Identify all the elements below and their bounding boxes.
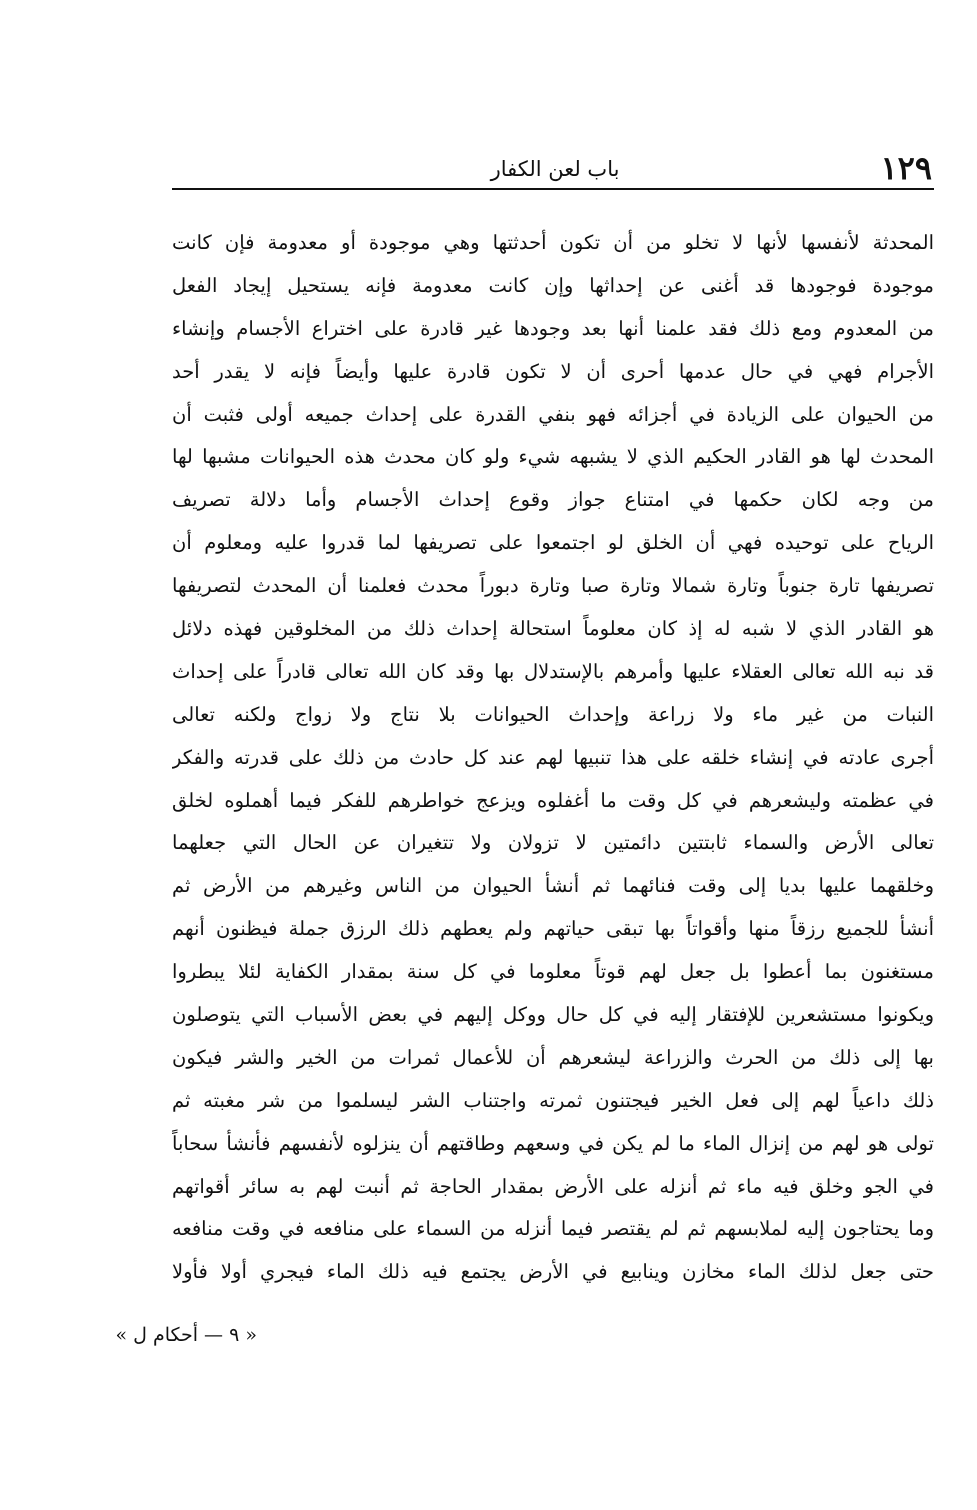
page-header: [178, 148, 932, 188]
text-line: حتى جعل لذلك الماء مخازن وينابيع في الأرض يجتمع فيه ذلك الماء فيجري أولا فأولا: [172, 1260, 934, 1284]
text-line: الرياح على توحيده فهي أن الخلق لو اجتمعوا على تصريفها لما قدروا عليه ومعلوم أن: [172, 531, 934, 555]
text-line: وما يحتاجون إليه لملابسهم ثم لم يقتصر فيما أنزله من السماء على منافعه في وقت منافعه: [172, 1217, 934, 1241]
text-line: المحدثة لأنفسها لأنها لا تخلو من أن تكون أحدثتها وهي موجودة أو معدومة فإن كانت: [172, 231, 934, 254]
text-line: ذلك داعياً لهم إلى فعل الخير فيجتنون ثمرته واجتناب الشر ليسلموا من شر مغبته ثم: [172, 1088, 934, 1112]
text-line: النبات من غير ماء ولا زراعة وإحداث الحيوانات بلا نتاج ولا زواج ولكنه تعالى: [172, 702, 934, 726]
text-line: من المعدوم ومع ذلك فقد علمنا أنها بعد وجودها غير قادرة على اختراع الأجسام وإنشاء: [172, 316, 934, 340]
page-number: ١٢٩: [880, 149, 932, 187]
text-line: من وجه لكان حكمها في امتناع جواز وقوع إحداث الأجسام وأما دلالة تصريف: [172, 488, 934, 512]
running-title: باب لعن الكفار: [490, 157, 620, 181]
text-line: أجرى عادته في إنشاء خلقه على هذا تنبيها لهم عند كل حادث من ذلك على قدرته والفكر: [172, 745, 934, 769]
text-line: تعالى الأرض والسماء ثابتتين دائمتين لا تزولان ولا تتغيران عن الحال التي جعلهما: [172, 831, 934, 855]
text-line: قد نبه الله تعالى العقلاء عليها وأمرهم بالإستدلال بها وقد كان الله تعالى قادراً على إحداث: [172, 659, 934, 683]
text-line: الأجرام فهي في حال عدمها أحرى أن لا تكون قادرة عليها وأيضاً فإنه لا يقدر أحد: [172, 359, 934, 383]
text-line: موجودة فوجودها قد أغنى عن إحداثها وإن كانت معدومة فإنه يستحيل إيجاد الفعل: [172, 273, 934, 297]
text-line: في عظمته وليشعرهم في كل وقت ما أغفلوه ويزعج خواطرهم للفكر فيما أهملوه لخلق: [172, 788, 934, 812]
signature-mark: « ٩ — أحكام ل »: [115, 1324, 257, 1346]
header-rule: [172, 188, 934, 190]
text-line: ويكونوا مستشعرين للإفتقار إليه في كل حال ووكل إليهم في بعض الأسباب التي يتوصلون: [172, 1003, 934, 1027]
text-line: هو القادر الذي لا شبه له إذ كان معلوماً استحالة إحداث ذلك من المخلوقين فهذه دلائل: [172, 617, 934, 641]
text-line: تصريفها تارة جنوباً وتارة شمالا وتارة صبا وتارة دبوراً محدث فعلمنا أن المحدث لتصريفها: [172, 574, 934, 598]
text-line: بها إلى ذلك من الحرث والزراعة ليشعرهم أن للأعمال ثمرات من الخير والشر فيكون: [172, 1045, 934, 1069]
text-line: مستغنون بما أعطوا بل جعل لهم قوتاً معلوما في كل سنة بمقدار الكفاية لئلا يبطروا: [172, 960, 934, 984]
text-line: في الجو وخلق فيه ماء ثم أنزله على الأرض بمقدار الحاجة ثم أنبت لهم به سائر أقواتهم: [172, 1174, 934, 1198]
body-text: [172, 222, 934, 1294]
text-line: أنشأ للجميع رزقاً منها وأقواتاً بها تبقى حياتهم ولم يعطهم ذلك الرزق جملة فيظنون أنهم: [172, 917, 934, 941]
text-line: وخلقهما عليها بديا إلى وقت فنائهما ثم أنشأ الحيوان من الناس وغيرهم من الأرض ثم: [172, 874, 934, 898]
text-line: تولى هو لهم من إنزال الماء ما لم يكن في وسعهم وطاقتهم أن ينزلوه لأنفسهم فأنشأ سحاباً: [172, 1131, 934, 1155]
text-line: المحدث لها هو القادر الحكيم الذي لا يشبهه شيء ولو كان محدث هذه الحيوانات مشبها لها: [172, 445, 934, 469]
text-line: من الحيوان على الزيادة في أجزائه فهو بنفي القدرة على إحداث جميعه أولى فثبت أن: [172, 402, 934, 426]
